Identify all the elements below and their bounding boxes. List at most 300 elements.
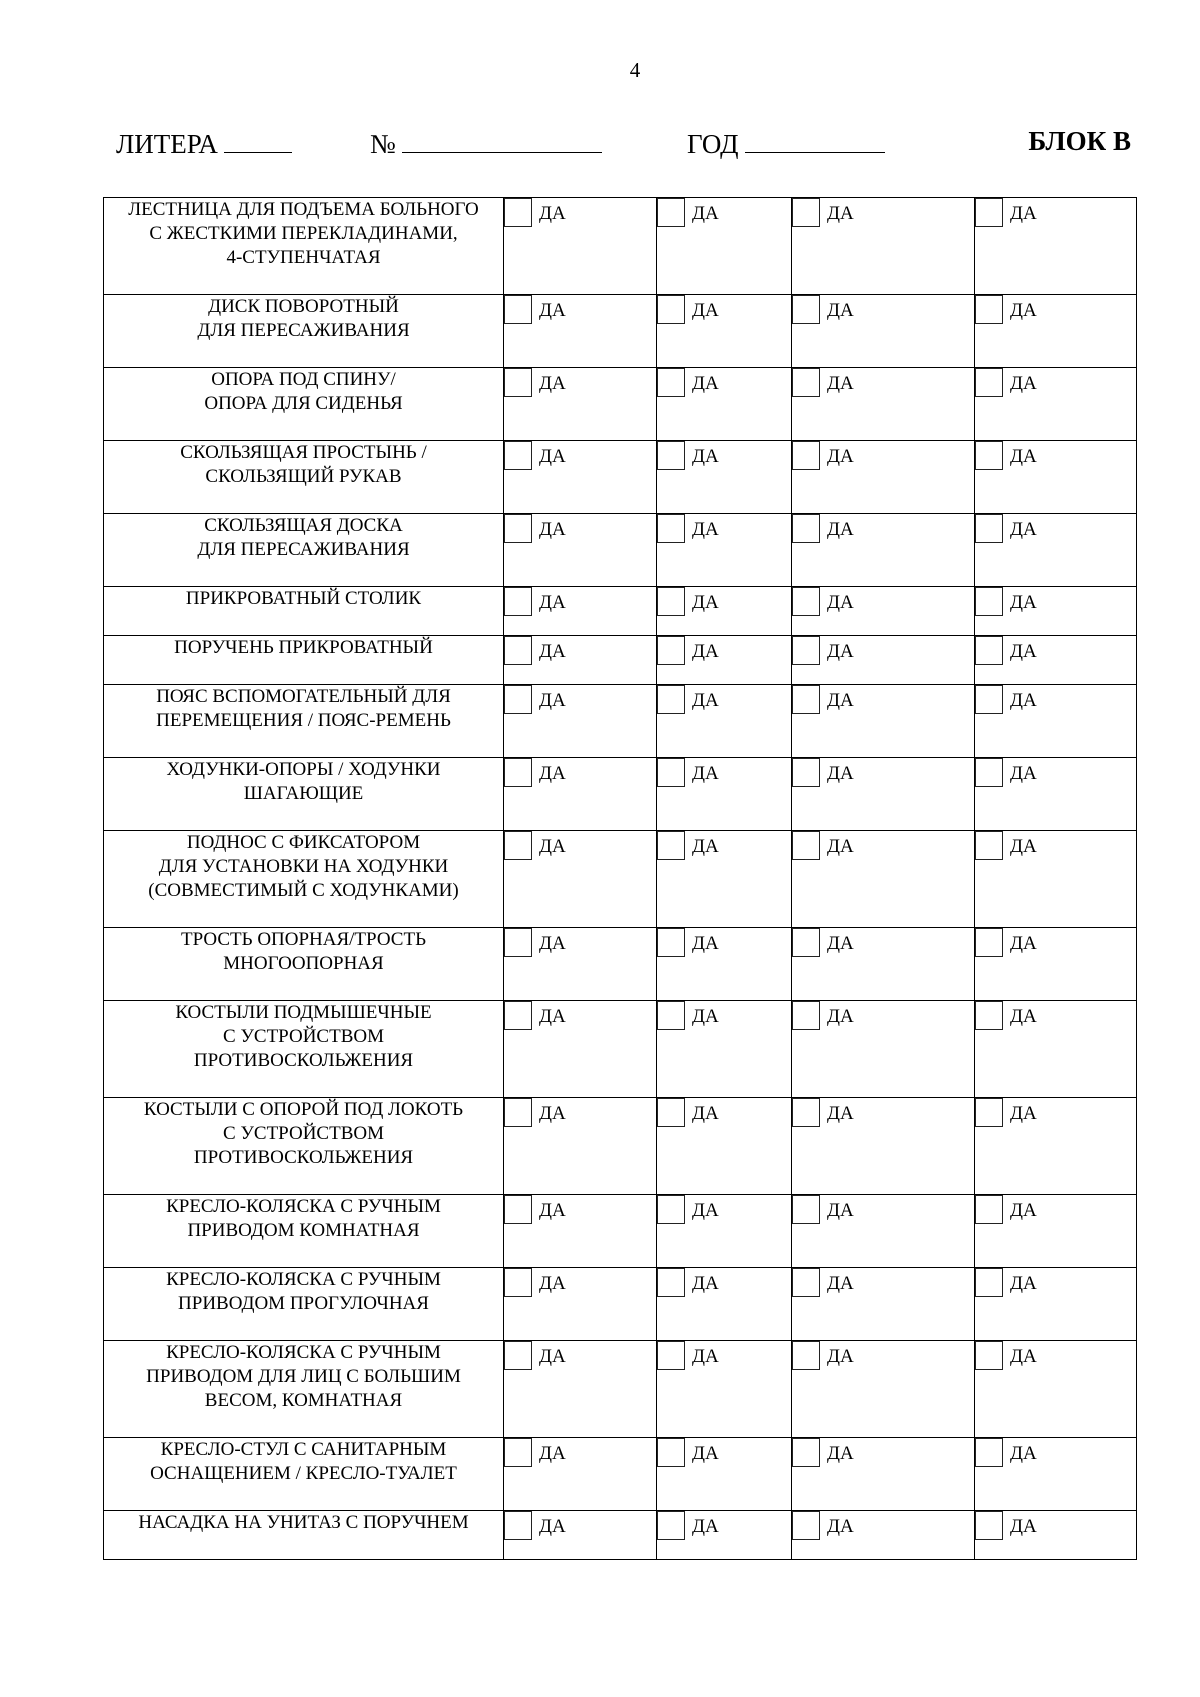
checkbox[interactable] <box>504 1195 532 1224</box>
checkbox[interactable] <box>504 636 532 665</box>
checkbox[interactable] <box>975 928 1003 957</box>
item-name-cell <box>104 1268 504 1341</box>
checkbox[interactable] <box>504 1268 532 1297</box>
year-field <box>687 126 885 160</box>
check-cell <box>657 441 792 514</box>
item-name-line: ДЛЯ ПЕРЕСАЖИВАНИЯ <box>197 539 410 560</box>
item-name-line: ОСНАЩЕНИЕМ / КРЕСЛО-ТУАЛЕТ <box>150 1463 457 1484</box>
check-cell <box>975 514 1137 587</box>
checkbox-option[interactable] <box>657 441 791 470</box>
checkbox-option[interactable] <box>975 1268 1136 1297</box>
check-cell <box>792 295 975 368</box>
checkbox-option[interactable] <box>792 758 974 787</box>
check-cell <box>657 831 792 928</box>
checkbox[interactable] <box>792 1511 820 1540</box>
checkbox-label: ДА <box>539 203 566 224</box>
checkbox-option[interactable] <box>792 636 974 665</box>
check-cell <box>975 295 1137 368</box>
checkbox-option[interactable] <box>975 1438 1136 1467</box>
check-cell <box>792 368 975 441</box>
checkbox[interactable] <box>975 1438 1003 1467</box>
check-cell <box>975 1001 1137 1098</box>
checkbox-label: ДА <box>1010 519 1037 540</box>
check-cell <box>504 1098 657 1195</box>
checkbox-option[interactable] <box>504 441 656 470</box>
checkbox[interactable] <box>792 758 820 787</box>
check-cell <box>792 685 975 758</box>
checkbox-label: ДА <box>827 519 854 540</box>
checkbox-option[interactable] <box>504 198 656 227</box>
checkbox[interactable] <box>792 685 820 714</box>
item-name-cell <box>104 368 504 441</box>
checkbox-label: ДА <box>1010 203 1037 224</box>
checkbox[interactable] <box>504 441 532 470</box>
checkbox-option[interactable] <box>792 1001 974 1030</box>
year-input-line[interactable] <box>745 126 885 153</box>
checkbox-label: ДА <box>692 1516 719 1537</box>
check-cell <box>504 198 657 295</box>
checkbox-label: ДА <box>539 446 566 467</box>
checkbox[interactable] <box>657 1098 685 1127</box>
item-name-line: ОПОРА ПОД СПИНУ/ <box>211 369 396 390</box>
checkbox-option[interactable] <box>504 368 656 397</box>
table-row <box>104 1001 1137 1098</box>
checkbox[interactable] <box>657 1268 685 1297</box>
table-body <box>104 198 1137 1560</box>
checkbox[interactable] <box>504 1341 532 1370</box>
checkbox-option[interactable] <box>975 928 1136 957</box>
item-name-cell <box>104 514 504 587</box>
checkbox-label: ДА <box>539 1273 566 1294</box>
checkbox-option[interactable] <box>792 685 974 714</box>
table-row <box>104 295 1137 368</box>
table-row <box>104 758 1137 831</box>
checkbox-option[interactable] <box>657 1195 791 1224</box>
item-name-line: ХОДУНКИ-ОПОРЫ / ХОДУНКИ <box>166 759 441 780</box>
checkbox-label: ДА <box>1010 763 1037 784</box>
item-name-line: ПОДНОС С ФИКСАТОРОМ <box>186 832 421 853</box>
checkbox[interactable] <box>792 368 820 397</box>
checkbox[interactable] <box>792 1195 820 1224</box>
checkbox-option[interactable] <box>975 636 1136 665</box>
checkbox-option[interactable] <box>657 1268 791 1297</box>
checkbox-option[interactable] <box>975 1001 1136 1030</box>
item-name-line: ДЛЯ УСТАНОВКИ НА ХОДУНКИ <box>158 856 449 877</box>
item-name-line: НАСАДКА НА УНИТАЗ С ПОРУЧНЕМ <box>138 1512 469 1533</box>
checkbox-option[interactable] <box>792 441 974 470</box>
table-row <box>104 587 1137 636</box>
item-name-line: ПРИВОДОМ ДЛЯ ЛИЦ С БОЛЬШИМ <box>146 1366 461 1387</box>
item-name-line: ЛЕСТНИЦА ДЛЯ ПОДЪЕМА БОЛЬНОГО <box>128 199 479 220</box>
check-cell <box>792 928 975 1001</box>
item-name-line: ПЕРЕМЕЩЕНИЯ / ПОЯС-РЕМЕНЬ <box>156 710 451 731</box>
checkbox[interactable] <box>504 1001 532 1030</box>
checkbox-label: ДА <box>827 300 854 321</box>
checkbox[interactable] <box>792 587 820 616</box>
check-cell <box>504 1001 657 1098</box>
checkbox[interactable] <box>657 831 685 860</box>
check-cell <box>504 295 657 368</box>
checkbox-label: ДА <box>827 1443 854 1464</box>
checkbox[interactable] <box>657 685 685 714</box>
checkbox-label: ДА <box>539 1443 566 1464</box>
item-name-cell <box>104 1195 504 1268</box>
checkbox-option[interactable] <box>792 1098 974 1127</box>
checkbox-option[interactable] <box>504 758 656 787</box>
checkbox[interactable] <box>975 1511 1003 1540</box>
checkbox-label: ДА <box>1010 1346 1037 1367</box>
checkbox[interactable] <box>504 831 532 860</box>
check-cell <box>657 636 792 685</box>
check-cell <box>504 1268 657 1341</box>
checkbox-option[interactable] <box>657 831 791 860</box>
checkbox-label: ДА <box>539 300 566 321</box>
checkbox-option[interactable] <box>975 514 1136 543</box>
item-name-line: КРЕСЛО-КОЛЯСКА С РУЧНЫМ <box>166 1196 441 1217</box>
item-name-line: СКОЛЬЗЯЩИЙ РУКАВ <box>205 466 402 487</box>
checkbox-label: ДА <box>827 1103 854 1124</box>
checkbox-label: ДА <box>1010 836 1037 857</box>
table-row <box>104 441 1137 514</box>
item-name-cell <box>104 1341 504 1438</box>
checkbox[interactable] <box>657 1511 685 1540</box>
checkbox-option[interactable] <box>657 587 791 616</box>
check-cell <box>975 1511 1137 1560</box>
checkbox[interactable] <box>504 928 532 957</box>
checkbox-option[interactable] <box>657 928 791 957</box>
checkbox-option[interactable] <box>504 685 656 714</box>
check-cell <box>657 1438 792 1511</box>
item-name-line: ТРОСТЬ ОПОРНАЯ/ТРОСТЬ <box>181 929 426 950</box>
page-number: 4 <box>629 58 641 82</box>
checkbox[interactable] <box>657 636 685 665</box>
checkbox-option[interactable] <box>504 1195 656 1224</box>
checkbox-option[interactable] <box>504 514 656 543</box>
check-cell <box>657 1195 792 1268</box>
check-cell <box>792 1098 975 1195</box>
checkbox-option[interactable] <box>657 758 791 787</box>
check-cell <box>792 1001 975 1098</box>
checkbox-option[interactable] <box>504 587 656 616</box>
checkbox[interactable] <box>504 198 532 227</box>
checkbox[interactable] <box>792 1438 820 1467</box>
checkbox-label: ДА <box>692 519 719 540</box>
item-name-line: С ЖЕСТКИМИ ПЕРЕКЛАДИНАМИ, <box>149 223 458 244</box>
checkbox[interactable] <box>975 514 1003 543</box>
checkbox-label: ДА <box>827 690 854 711</box>
checkbox-option[interactable] <box>975 831 1136 860</box>
checkbox[interactable] <box>657 928 685 957</box>
checkbox-option[interactable] <box>975 758 1136 787</box>
checkbox-label: ДА <box>692 1273 719 1294</box>
item-name-line: ПРОТИВОСКОЛЬЖЕНИЯ <box>193 1050 414 1071</box>
checkbox-option[interactable] <box>792 587 974 616</box>
check-cell <box>792 636 975 685</box>
check-cell <box>504 758 657 831</box>
table-row <box>104 1268 1137 1341</box>
checkbox[interactable] <box>504 1098 532 1127</box>
item-name-cell <box>104 685 504 758</box>
checkbox-label: ДА <box>692 1200 719 1221</box>
checkbox[interactable] <box>975 685 1003 714</box>
checkbox-option[interactable] <box>504 1341 656 1370</box>
checkbox[interactable] <box>504 758 532 787</box>
checkbox[interactable] <box>792 1341 820 1370</box>
checkbox-option[interactable] <box>975 1511 1136 1540</box>
check-cell <box>792 441 975 514</box>
checkbox-option[interactable] <box>975 441 1136 470</box>
checkbox-option[interactable] <box>657 198 791 227</box>
item-name-cell <box>104 1098 504 1195</box>
check-cell <box>792 1195 975 1268</box>
checkbox-option[interactable] <box>657 368 791 397</box>
checkbox-option[interactable] <box>504 928 656 957</box>
item-name-line: ПРИКРОВАТНЫЙ СТОЛИК <box>185 588 422 609</box>
checkbox-label: ДА <box>692 763 719 784</box>
check-cell <box>657 295 792 368</box>
check-cell <box>975 685 1137 758</box>
checkbox-label: ДА <box>827 1006 854 1027</box>
checkbox-option[interactable] <box>657 1511 791 1540</box>
checkbox-label: ДА <box>539 690 566 711</box>
check-cell <box>657 1001 792 1098</box>
checkbox[interactable] <box>792 198 820 227</box>
checkbox-option[interactable] <box>504 831 656 860</box>
checkbox-option[interactable] <box>792 295 974 324</box>
checkbox-label: ДА <box>1010 300 1037 321</box>
item-name-cell <box>104 1511 504 1560</box>
checkbox[interactable] <box>792 1268 820 1297</box>
checkbox-label: ДА <box>692 933 719 954</box>
checkbox[interactable] <box>792 1001 820 1030</box>
checkbox-label: ДА <box>692 446 719 467</box>
checkbox[interactable] <box>792 928 820 957</box>
check-cell <box>504 1195 657 1268</box>
item-name-cell <box>104 1438 504 1511</box>
check-cell <box>504 441 657 514</box>
item-name-cell <box>104 441 504 514</box>
checkbox-label: ДА <box>539 592 566 613</box>
checkbox[interactable] <box>792 636 820 665</box>
checkbox-option[interactable] <box>657 685 791 714</box>
checkbox-option[interactable] <box>792 1511 974 1540</box>
checkbox-option[interactable] <box>657 1001 791 1030</box>
litera-input-line[interactable] <box>224 126 292 153</box>
checkbox-option[interactable] <box>975 368 1136 397</box>
check-cell <box>975 928 1137 1001</box>
checkbox-label: ДА <box>539 1346 566 1367</box>
item-name-line: ПОЯС ВСПОМОГАТЕЛЬНЫЙ ДЛЯ <box>156 686 451 707</box>
checkbox-option[interactable] <box>975 587 1136 616</box>
checkbox-option[interactable] <box>792 1195 974 1224</box>
checkbox-option[interactable] <box>657 1098 791 1127</box>
checkbox-option[interactable] <box>792 831 974 860</box>
checkbox-option[interactable] <box>792 1341 974 1370</box>
checkbox[interactable] <box>975 295 1003 324</box>
number-input-line[interactable] <box>402 126 602 153</box>
checkbox[interactable] <box>975 368 1003 397</box>
check-cell <box>975 587 1137 636</box>
item-name-line: 4-СТУПЕНЧАТАЯ <box>226 247 381 268</box>
checkbox-option[interactable] <box>792 514 974 543</box>
check-cell <box>657 514 792 587</box>
checkbox[interactable] <box>975 441 1003 470</box>
checkbox[interactable] <box>975 758 1003 787</box>
check-cell <box>657 587 792 636</box>
check-cell <box>975 636 1137 685</box>
checkbox-label: ДА <box>692 203 719 224</box>
checkbox-option[interactable] <box>975 685 1136 714</box>
checkbox[interactable] <box>504 1511 532 1540</box>
check-cell <box>792 758 975 831</box>
checkbox-label: ДА <box>827 1516 854 1537</box>
checkbox-option[interactable] <box>504 295 656 324</box>
item-name-line: КРЕСЛО-СТУЛ С САНИТАРНЫМ <box>160 1439 447 1460</box>
item-name-cell <box>104 831 504 928</box>
checkbox[interactable] <box>504 368 532 397</box>
checkbox-option[interactable] <box>792 1438 974 1467</box>
checkbox-label: ДА <box>827 373 854 394</box>
checkbox-label: ДА <box>827 592 854 613</box>
table-row <box>104 1511 1137 1560</box>
table-row <box>104 685 1137 758</box>
check-cell <box>792 1341 975 1438</box>
checkbox[interactable] <box>504 514 532 543</box>
block-title: БЛОК В <box>1028 126 1131 156</box>
checkbox[interactable] <box>975 1001 1003 1030</box>
check-cell <box>504 514 657 587</box>
check-cell <box>657 758 792 831</box>
checkbox[interactable] <box>975 1098 1003 1127</box>
checkbox-option[interactable] <box>792 1268 974 1297</box>
table-row <box>104 1341 1137 1438</box>
checkbox[interactable] <box>975 1195 1003 1224</box>
checkbox[interactable] <box>657 441 685 470</box>
checkbox-label: ДА <box>827 1200 854 1221</box>
checkbox-option[interactable] <box>975 295 1136 324</box>
check-cell <box>792 1438 975 1511</box>
checkbox[interactable] <box>792 831 820 860</box>
litera-label: ЛИТЕРА <box>116 129 218 159</box>
checkbox[interactable] <box>657 1001 685 1030</box>
check-cell <box>975 441 1137 514</box>
checkbox-option[interactable] <box>504 1438 656 1467</box>
checkbox[interactable] <box>792 295 820 324</box>
checkbox-label: ДА <box>692 1443 719 1464</box>
checkbox[interactable] <box>657 1195 685 1224</box>
checkbox-label: ДА <box>1010 1006 1037 1027</box>
checkbox-label: ДА <box>1010 1273 1037 1294</box>
table-row <box>104 198 1137 295</box>
checkbox-option[interactable] <box>792 368 974 397</box>
checkbox-option[interactable] <box>504 1098 656 1127</box>
checkbox[interactable] <box>657 198 685 227</box>
item-name-line: С УСТРОЙСТВОМ <box>223 1026 384 1047</box>
checkbox-option[interactable] <box>657 1438 791 1467</box>
checkbox[interactable] <box>504 295 532 324</box>
checkbox[interactable] <box>975 198 1003 227</box>
checkbox[interactable] <box>975 587 1003 616</box>
checkbox[interactable] <box>657 295 685 324</box>
checkbox-label: ДА <box>539 763 566 784</box>
checkbox-option[interactable] <box>975 1098 1136 1127</box>
checkbox-option[interactable] <box>975 198 1136 227</box>
checkbox-label: ДА <box>692 1103 719 1124</box>
check-cell <box>792 198 975 295</box>
checkbox[interactable] <box>792 514 820 543</box>
checkbox[interactable] <box>975 636 1003 665</box>
checkbox[interactable] <box>975 1341 1003 1370</box>
checkbox[interactable] <box>657 1341 685 1370</box>
checkbox[interactable] <box>975 831 1003 860</box>
item-name-cell <box>104 198 504 295</box>
table-row <box>104 636 1137 685</box>
checkbox-option[interactable] <box>504 1268 656 1297</box>
checkbox-label: ДА <box>539 373 566 394</box>
checkbox-option[interactable] <box>504 1511 656 1540</box>
checkbox[interactable] <box>657 1438 685 1467</box>
checkbox-label: ДА <box>827 203 854 224</box>
check-cell <box>504 587 657 636</box>
item-name-cell <box>104 587 504 636</box>
checkbox-option[interactable] <box>657 295 791 324</box>
check-cell <box>975 1098 1137 1195</box>
checkbox[interactable] <box>792 1098 820 1127</box>
item-name-line: КОСТЫЛИ ПОДМЫШЕЧНЫЕ <box>175 1002 432 1023</box>
checkbox-label: ДА <box>827 1273 854 1294</box>
checkbox-option[interactable] <box>792 198 974 227</box>
litera-field <box>116 126 292 160</box>
checkbox[interactable] <box>975 1268 1003 1297</box>
check-cell <box>975 198 1137 295</box>
checkbox[interactable] <box>504 587 532 616</box>
checkbox[interactable] <box>504 1438 532 1467</box>
equipment-table <box>103 197 1137 1560</box>
checkbox[interactable] <box>657 368 685 397</box>
checkbox[interactable] <box>504 685 532 714</box>
check-cell <box>504 928 657 1001</box>
check-cell <box>504 1341 657 1438</box>
checkbox-label: ДА <box>827 933 854 954</box>
checkbox-option[interactable] <box>657 514 791 543</box>
checkbox-label: ДА <box>692 1346 719 1367</box>
check-cell <box>504 685 657 758</box>
form-header <box>116 126 1131 166</box>
checkbox[interactable] <box>657 758 685 787</box>
checkbox-label: ДА <box>692 690 719 711</box>
checkbox-label: ДА <box>827 763 854 784</box>
checkbox-label: ДА <box>539 1006 566 1027</box>
checkbox[interactable] <box>657 587 685 616</box>
checkbox[interactable] <box>657 514 685 543</box>
checkbox-option[interactable] <box>657 1341 791 1370</box>
checkbox-option[interactable] <box>975 1195 1136 1224</box>
check-cell <box>657 1511 792 1560</box>
checkbox-label: ДА <box>827 1346 854 1367</box>
checkbox-option[interactable] <box>975 1341 1136 1370</box>
check-cell <box>504 368 657 441</box>
check-cell <box>792 587 975 636</box>
check-cell <box>975 831 1137 928</box>
checkbox[interactable] <box>792 441 820 470</box>
checkbox-option[interactable] <box>792 928 974 957</box>
checkbox-option[interactable] <box>504 1001 656 1030</box>
check-cell <box>792 514 975 587</box>
checkbox-option[interactable] <box>657 636 791 665</box>
checkbox-option[interactable] <box>504 636 656 665</box>
item-name-line: ШАГАЮЩИЕ <box>243 783 364 804</box>
checkbox-label: ДА <box>539 836 566 857</box>
